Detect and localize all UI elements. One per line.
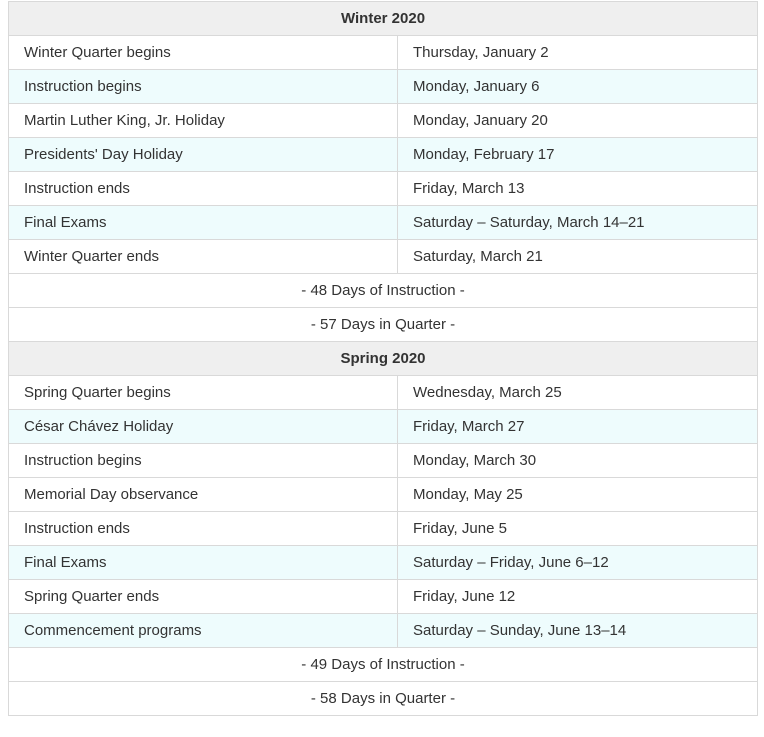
table-row (9, 36, 758, 70)
event-date: Wednesday, March 25 (398, 376, 758, 410)
table-row (9, 104, 758, 138)
summary-row (9, 648, 758, 682)
academic-calendar-table (8, 1, 758, 716)
table-row (9, 580, 758, 614)
event-name: Final Exams (9, 546, 398, 580)
event-name: Spring Quarter begins (9, 376, 398, 410)
table-row (9, 376, 758, 410)
event-date: Friday, March 13 (398, 172, 758, 206)
section-header-row (9, 342, 758, 376)
event-name: Spring Quarter ends (9, 580, 398, 614)
event-name: Martin Luther King, Jr. Holiday (9, 104, 398, 138)
event-name: Instruction begins (9, 444, 398, 478)
event-date: Saturday – Sunday, June 13–14 (398, 614, 758, 648)
table-row (9, 138, 758, 172)
table-row (9, 478, 758, 512)
table-row (9, 546, 758, 580)
section-title: Winter 2020 (9, 2, 758, 36)
summary-row (9, 308, 758, 342)
event-name: Winter Quarter begins (9, 36, 398, 70)
instruction-days-summary: - 49 Days of Instruction - (9, 648, 758, 682)
quarter-days-summary: - 58 Days in Quarter - (9, 682, 758, 716)
table-row (9, 172, 758, 206)
table-row (9, 614, 758, 648)
event-name: Commencement programs (9, 614, 398, 648)
section-title: Spring 2020 (9, 342, 758, 376)
event-date: Thursday, January 2 (398, 36, 758, 70)
event-date: Monday, January 6 (398, 70, 758, 104)
summary-row (9, 274, 758, 308)
event-date: Friday, June 5 (398, 512, 758, 546)
event-date: Monday, January 20 (398, 104, 758, 138)
event-name: Presidents' Day Holiday (9, 138, 398, 172)
event-date: Friday, June 12 (398, 580, 758, 614)
event-name: Instruction ends (9, 172, 398, 206)
event-name: Instruction ends (9, 512, 398, 546)
event-date: Monday, March 30 (398, 444, 758, 478)
quarter-days-summary: - 57 Days in Quarter - (9, 308, 758, 342)
summary-row (9, 682, 758, 716)
event-name: César Chávez Holiday (9, 410, 398, 444)
table-row (9, 444, 758, 478)
table-row (9, 240, 758, 274)
event-date: Saturday – Friday, June 6–12 (398, 546, 758, 580)
event-name: Winter Quarter ends (9, 240, 398, 274)
event-date: Monday, May 25 (398, 478, 758, 512)
instruction-days-summary: - 48 Days of Instruction - (9, 274, 758, 308)
table-row (9, 206, 758, 240)
table-row (9, 410, 758, 444)
event-date: Saturday, March 21 (398, 240, 758, 274)
event-date: Saturday – Saturday, March 14–21 (398, 206, 758, 240)
table-row (9, 70, 758, 104)
event-name: Final Exams (9, 206, 398, 240)
table-row (9, 512, 758, 546)
event-date: Friday, March 27 (398, 410, 758, 444)
event-name: Memorial Day observance (9, 478, 398, 512)
section-header-row (9, 2, 758, 36)
event-date: Monday, February 17 (398, 138, 758, 172)
event-name: Instruction begins (9, 70, 398, 104)
